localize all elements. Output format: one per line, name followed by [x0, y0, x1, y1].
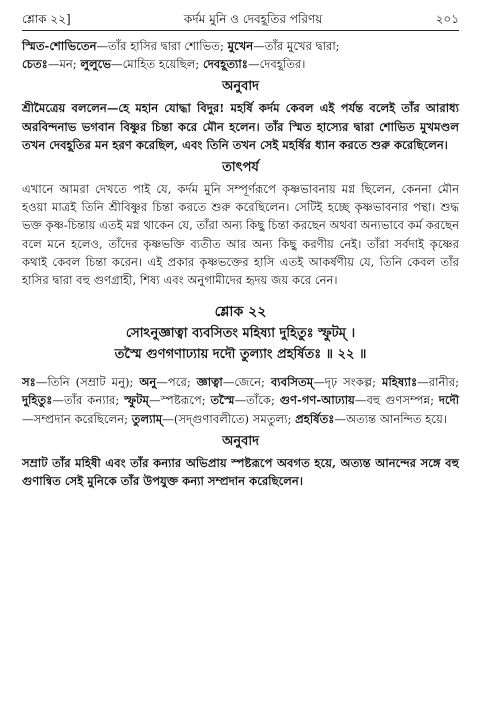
synonym-word: দুহিতুঃ	[22, 393, 53, 408]
synonym-word: প্রহর্ষিতঃ	[295, 411, 335, 426]
translation-heading: অনুবাদ	[222, 79, 259, 95]
synonym-word: জ্ঞাত্বা	[196, 375, 223, 390]
synonym-word: দদৌ	[438, 393, 460, 408]
synonym-line	[22, 57, 305, 71]
synonym-word: দেবহূত্যাঃ	[203, 57, 248, 72]
synonym-word: গুণ-গণ-আঢ্যায়	[279, 393, 355, 408]
header-verse-ref: শ্লোক ২২]	[22, 12, 71, 26]
translation-heading-2: অনুবাদ	[222, 433, 259, 449]
synonym-meaning: —তাঁর মুখের দ্বারা;	[253, 39, 340, 53]
synonym-word: স্মিত-শোভিতেন	[22, 39, 97, 53]
synonym-meaning: —সম্প্রদান করেছিলেন;	[22, 411, 129, 426]
page-number: ২০১	[435, 12, 459, 26]
synonym-word: অনু	[139, 375, 157, 390]
synonym-meaning: —তাঁর হাসির দ্বারা শোভিত;	[96, 39, 224, 53]
synonym-meaning: —তাঁকে;	[234, 393, 275, 408]
translation-text: শ্রীমৈত্রেয় বললেন—হে মহান যোদ্ধা বিদুর! মহর্ষি কর্দম কেবল এই পর্যন্ত বলেই তাঁর আরাধ্য অরবিন্দনাভ ভগবান বিষ্ণুর চিন্তা করে মৌন হলেন। তাঁর স্মিত হাস্যের দ্বারা শোভিত মুখমণ্ডল তখন দেবহূতির মন হরণ করেছিল, এবং তিনি তখন সেই মহর্ষির ধ্যান করতে শুরু করেছিলেন।	[22, 101, 459, 152]
header-chapter-title: কর্দম মুনি ও দেবহূতির পরিণয়	[183, 12, 323, 26]
synonym-meaning: —বহু গুণসম্পন্ন;	[354, 393, 435, 408]
synonym-meaning: —স্পষ্টরূপে;	[148, 393, 206, 408]
synonym-meaning: —অত্যন্ত আনন্দিত হয়ে।	[334, 411, 448, 426]
header-rule	[22, 30, 459, 31]
synonym-word: তস্মৈ	[210, 393, 235, 408]
purport-heading: তাৎপর্য	[222, 160, 259, 176]
synonym-word: মহিষ্যাঃ	[382, 375, 418, 390]
synonym-word: তুল্যাম্	[131, 411, 163, 426]
synonym-meaning: —রানীর;	[417, 375, 460, 390]
synonym-meaning: —তিনি (সম্রাট মনু);	[35, 375, 134, 390]
synonyms-top	[22, 37, 459, 73]
synonym-word: মুখেন	[227, 39, 254, 53]
synonym-meaning: —দেবহূতির।	[247, 57, 306, 72]
synonym-line	[22, 39, 340, 53]
synonym-meaning: —দৃঢ় সংকল্প;	[313, 375, 377, 390]
verse-number: শ্লোক ২২	[214, 304, 267, 321]
purport-text: এখানে আমরা দেখতে পাই যে, কর্দম মুনি সম্পূর্ণরূপে কৃষ্ণভাবনায় মগ্ন ছিলেন, কেননা মৌন হওয়া মাত্রই তিনি শ্রীবিষ্ণুর চিন্তা করতে শুরু করেছিলেন। সেটিই হচ্ছে কৃষ্ণভাবনার পন্থা। শুদ্ধ ভক্ত কৃষ্ণ-চিন্তায় এতই মগ্ন থাকেন যে, তাঁরা অন্য কিছু চিন্তা করছেন অথবা অন্যভাবে কর্ম করছেন বলে মনে হলেও, তাঁদের কৃষ্ণভক্তি ব্যতীত আর অন্য কিছু করণীয় নেই। তাঁরা সর্বদাই কৃষ্ণের কথাই কেবল চিন্তা করেন। এই প্রকার কৃষ্ণভক্তের হাসি এতই আকর্ষণীয় যে, তিনি কেবল তাঁর হাসির দ্বারা বহু গুণগ্রাহী, শিষ্য এবং অনুগামীদের হৃদয় জয় করে নেন।	[22, 182, 459, 288]
verse-line-1: সোঽনুজ্ঞাত্বা ব্যবসিতং মহিষ্যা দুহিতুঃ স্ফুটম্ ।	[125, 326, 356, 342]
running-header	[22, 10, 459, 28]
synonym-word: সঃ	[22, 375, 36, 390]
synonym-word: স্ফুটম্	[124, 393, 149, 408]
synonym-word: লুলুভে	[80, 57, 111, 72]
translation-text-2: সম্রাট তাঁর মহিষী এবং তাঁর কন্যার অভিপ্রায় স্পষ্টরূপে অবগত হয়ে, অত্যন্ত আনন্দের সঙ্গে বহু গুণান্বিত সেই মুনিকে তাঁর উপযুক্ত কন্যা সম্প্রদান করেছিলেন।	[22, 455, 459, 489]
synonym-word: চেতঃ	[22, 57, 48, 72]
synonym-meaning: —পরে;	[156, 375, 191, 390]
synonym-meaning: —জেনে;	[222, 375, 265, 390]
synonym-word: ব্যবসিতম্	[270, 375, 314, 390]
synonym-meaning: —মন;	[47, 57, 77, 72]
verse-line-2: তস্মৈ গুণগণাঢ্যায় দদৌ তুল্যাং প্রহর্ষিতঃ ॥ ২২ ॥	[114, 347, 367, 363]
synonym-meaning: —তাঁর কন্যার;	[52, 393, 120, 408]
synonym-meaning: —মোহিত হয়েছিল;	[110, 57, 200, 72]
synonyms-verse	[22, 373, 459, 428]
synonym-meaning: —(সদ্গুণাবলীতে) সমতুল্য;	[162, 411, 292, 426]
